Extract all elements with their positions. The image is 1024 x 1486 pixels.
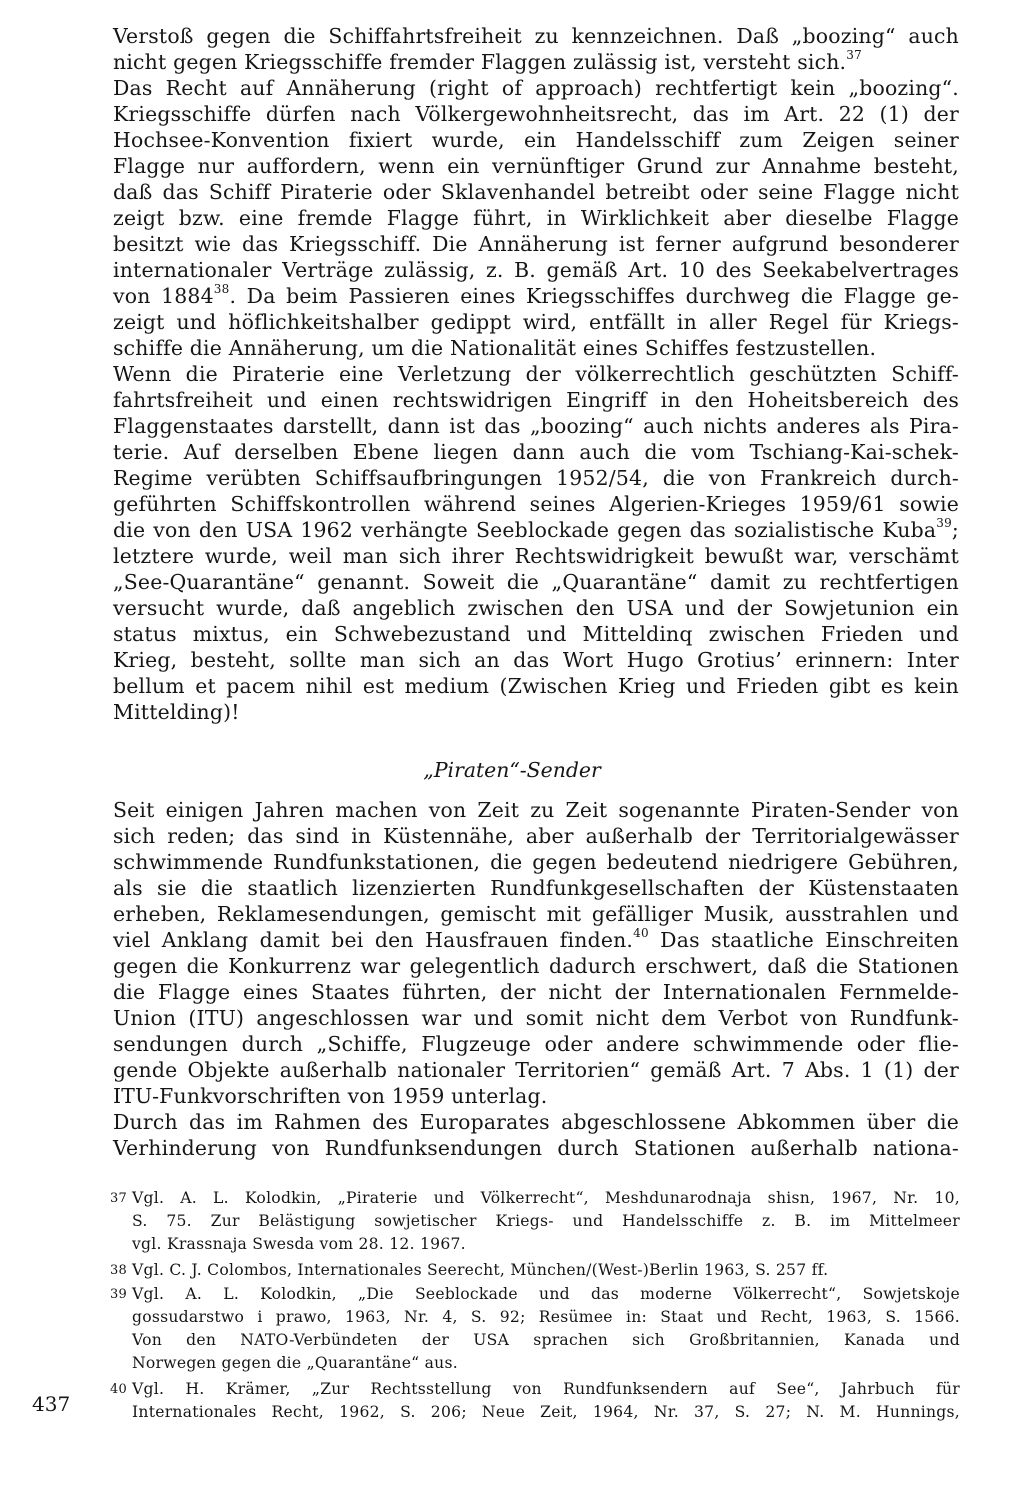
text-line: Verhinderung von Rundfunksendungen durch Stationen außerhalb nationa-: [113, 1136, 959, 1160]
text-line: schwimmende Rundfunkstationen, die gegen bedeutend niedrigere Gebühren,: [113, 850, 959, 874]
text-line: letztere wurde, weil man sich ihrer Rechtswidrigkeit bewußt war, verschämt: [113, 544, 959, 568]
text-line: fahrtsfreiheit und einen rechtswidrigen Eingriff in den Hoheitsbereich des: [113, 388, 959, 412]
text-line: „See-Quarantäne“ genannt. Soweit die „Quarantäne“ damit zu rechtfertigen: [113, 570, 959, 594]
footnote-line: vgl. Krassnaja Swesda vom 28. 12. 1967.: [132, 1235, 466, 1253]
text-line: bellum et pacem nihil est medium (Zwischen Krieg und Frieden gibt es kein: [113, 674, 959, 698]
text-line: nicht gegen Kriegsschiffe fremder Flaggen zulässig ist, versteht sich.$^{37}$: [113, 48, 862, 74]
text-line: gegen die Konkurrenz war gelegentlich dadurch erschwert, daß die Stationen: [113, 954, 959, 978]
text-line: Krieg, besteht, sollte man sich an das Wort Hugo Grotius’ erinnern: Inter: [113, 648, 959, 672]
footnote-number: 40: [110, 1382, 128, 1397]
footnote-line: Internationales Recht, 1962, S. 206; Neue Zeit, 1964, Nr. 37, S. 27; N. M. Hunnings,: [132, 1403, 960, 1421]
footnote-ref: 40: [633, 926, 649, 941]
footnote-number: 37: [110, 1191, 128, 1206]
text-line: Hochsee-Konvention fixiert wurde, ein Handelsschiff zum Zeigen seiner: [113, 128, 959, 152]
text-line: Union (ITU) angeschlossen war und somit nicht dem Verbot von Rundfunk-: [113, 1006, 959, 1030]
footnote-39: 39 Vgl. A. L. Kolodkin, „Die Seeblockade und das moderne Völkerrecht“, Sowjetskoje: [110, 1285, 960, 1303]
text-line: status mixtus, ein Schwebezustand und Mitteldinq zwischen Frieden und: [113, 622, 959, 646]
text-line: Verstoß gegen die Schiffahrtsfreiheit zu kennzeichnen. Daß „boozing“ auch: [113, 24, 959, 48]
text-line: die von den USA 1962 verhängte Seeblockade gegen das sozialistische Kuba$^{39}$;: [113, 516, 959, 542]
footnote-number: 39: [110, 1287, 128, 1302]
text-line: Das Recht auf Annäherung (right of approach) rechtfertigt kein „boozing“.: [113, 76, 959, 100]
text-line: zeigt bzw. eine fremde Flagge führt, in Wirklichkeit aber dieselbe Flagge: [113, 206, 959, 230]
text-line: ITU-Funkvorschriften von 1959 unterlag.: [113, 1084, 548, 1108]
footnote-40: 40 Vgl. H. Krämer, „Zur Rechtsstellung von Rundfunksendern auf See“, Jahrbuch für: [110, 1380, 960, 1398]
text-line: geführten Schiffskontrollen während seines Algerien-Krieges 1959/61 sowie: [113, 492, 959, 516]
footnote-line: gossudarstwo i prawo, 1963, Nr. 4, S. 92; Resümee in: Staat und Recht, 1963, S. 1566.: [132, 1308, 960, 1326]
text-line: erheben, Reklamesendungen, gemischt mit gefälliger Musik, ausstrahlen und: [113, 902, 959, 926]
text-line: Flaggenstaates darstellt, dann ist das „boozing“ auch nichts anderes als Pira-: [113, 414, 959, 438]
text-line: Durch das im Rahmen des Europarates abgeschlossene Abkommen über die: [113, 1110, 959, 1134]
text-line: die Flagge eines Staates führten, der nicht der Internationalen Fernmelde-: [113, 980, 959, 1004]
text-line: besitzt wie das Kriegsschiff. Die Annäherung ist ferner aufgrund besonderer: [113, 232, 959, 256]
text-line: sich reden; das sind in Küstennähe, aber außerhalb der Territorialgewässer: [113, 824, 959, 848]
text-line: viel Anklang damit bei den Hausfrauen finden.$^{40}$ Das staatliche Einschreiten: [113, 926, 959, 952]
text-line: daß das Schiff Piraterie oder Sklavenhandel betreibt oder seine Flagge nicht: [113, 180, 959, 204]
text-line: versucht wurde, daß angeblich zwischen den USA und der Sowjetunion ein: [113, 596, 959, 620]
text-line: zeigt und höflichkeitshalber gedippt wird, entfällt in aller Regel für Kriegs-: [113, 310, 959, 334]
footnote-37: 37 Vgl. A. L. Kolodkin, „Piraterie und Völkerrecht“, Meshdunarodnaja shisn, 1967, Nr. 10,: [110, 1189, 960, 1207]
text-line: terie. Auf derselben Ebene liegen dann auch die vom Tschiang-Kai-schek-: [113, 440, 959, 464]
footnote-number: 38: [110, 1263, 128, 1278]
footnote-line: Von den NATO-Verbündeten der USA sprachen sich Großbritannien, Kanada und: [132, 1331, 960, 1349]
text-line: schiffe die Annäherung, um die Nationalität eines Schiffes festzustellen.: [113, 336, 877, 360]
text-line: internationaler Verträge zulässig, z. B. gemäß Art. 10 des Seekabelvertrages: [113, 258, 959, 282]
footnote-line: S. 75. Zur Belästigung sowjetischer Kriegs- und Handelsschiffe z. B. im Mittelmeer: [132, 1212, 960, 1230]
text-line: Regime verübten Schiffsaufbringungen 1952/54, die von Frankreich durch-: [113, 466, 959, 490]
text-line: als sie die staatlich lizenzierten Rundfunkgesellschaften der Küstenstaaten: [113, 876, 959, 900]
text-line: Seit einigen Jahren machen von Zeit zu Zeit sogenannte Piraten-Sender von: [113, 798, 959, 822]
text-line: gende Objekte außerhalb nationaler Territorien“ gemäß Art. 7 Abs. 1 (1) der: [113, 1058, 959, 1082]
footnote-ref: 38: [213, 282, 230, 297]
footnote-ref: 39: [936, 516, 952, 531]
footnote-ref: 37: [846, 48, 862, 63]
text-line: Flagge nur auffordern, wenn ein vernünftiger Grund zur Annahme besteht,: [113, 154, 959, 178]
text-line: sendungen durch „Schiffe, Flugzeuge oder andere schwimmende oder flie-: [113, 1032, 959, 1056]
text-line: von 1884$^{38}$. Da beim Passieren eines Kriegsschiffes durchweg die Flagge ge-: [113, 282, 960, 308]
text-line: Mittelding)!: [113, 700, 240, 724]
text-line: Kriegsschiffe dürfen nach Völkergewohnheitsrecht, das im Art. 22 (1) der: [113, 102, 959, 126]
text-line: Wenn die Piraterie eine Verletzung der völkerrechtlich geschützten Schiff-: [113, 362, 959, 386]
section-heading: „Piraten“-Sender: [423, 758, 601, 782]
page-number: 437: [32, 1392, 71, 1416]
footnote-line: Norwegen gegen die „Quarantäne“ aus.: [132, 1354, 458, 1372]
footnote-38: 38 Vgl. C. J. Colombos, Internationales Seerecht, München/(West-)Berlin 1963, S. 257 ff.: [110, 1261, 829, 1279]
